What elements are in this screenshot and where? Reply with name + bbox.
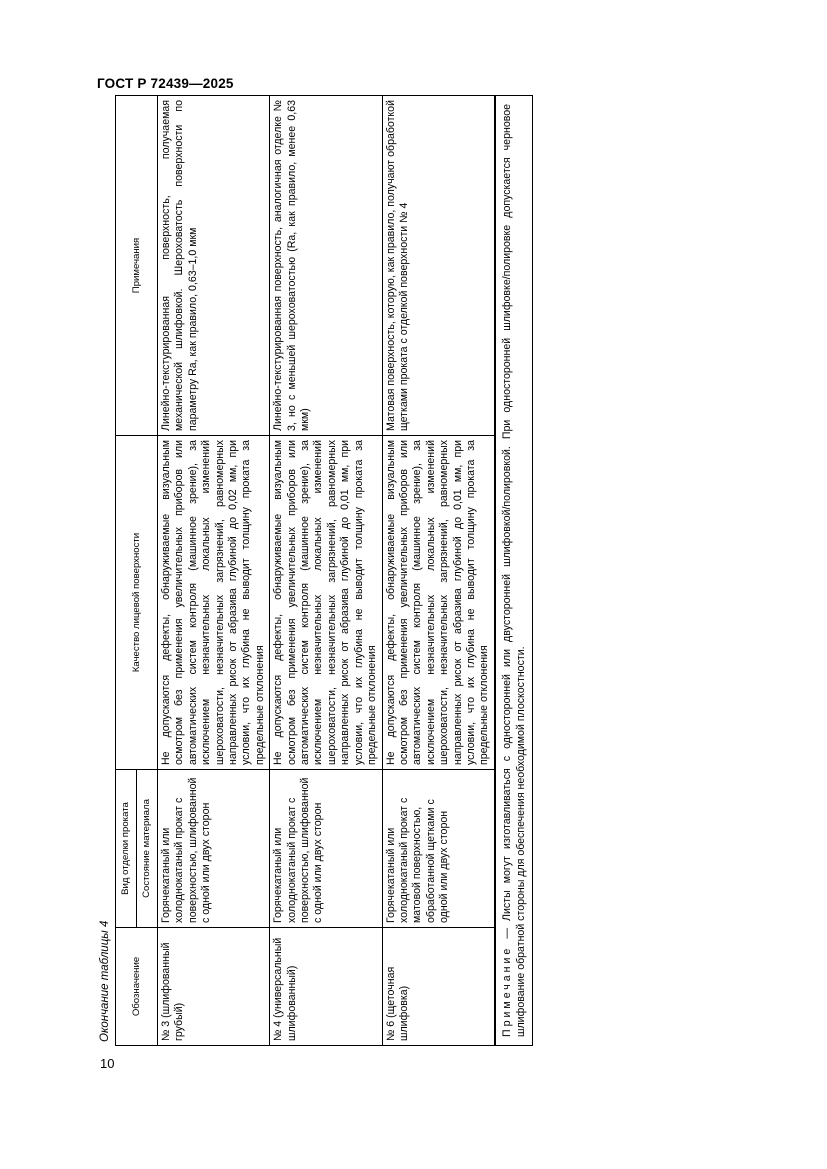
table-caption: Окончание таблицы 4 bbox=[99, 920, 111, 1042]
page-number: 10 bbox=[100, 1056, 115, 1071]
note-label: Примечание bbox=[500, 945, 513, 1037]
cell-material-state: Горячекатаный или холоднокатаный прокат с поверхностью, шлифованной с одной или двух сторон bbox=[270, 770, 382, 928]
table-row bbox=[158, 96, 270, 1046]
header-designation: Обозначение bbox=[116, 928, 158, 1046]
cell-material-state: Горячекатаный или холоднокатаный прокат с матовой поверхностью, обработанной щетками с одной или двух сторон bbox=[382, 770, 495, 928]
header-finish-group: Вид отделки проката bbox=[116, 770, 137, 928]
header-material-state: Состояние материала bbox=[137, 770, 158, 928]
cell-notes: Линейно-текстурированная поверхность, получаемая механической шлифовкой. Шероховатость поверхности по параметру Ra, как правило, 0,63–1,0 мкм bbox=[158, 96, 270, 436]
document-header: ГОСТ Р 72439—2025 bbox=[97, 76, 234, 91]
table-4-continuation bbox=[115, 95, 533, 1046]
cell-material-state: Горячекатаный или холоднокатаный прокат с поверхностью, шлифованной с одной или двух сторон bbox=[158, 770, 270, 928]
cell-designation: № 4 (универсальный шлифованный) bbox=[270, 928, 382, 1046]
header-surface-quality: Качество лицевой поверхности bbox=[116, 436, 158, 770]
cell-designation: № 3 (шлифованный грубый) bbox=[158, 928, 270, 1046]
table-header-row bbox=[116, 96, 137, 1046]
header-notes: Примечания bbox=[116, 96, 158, 436]
cell-notes: Линейно-текстурированная поверхность, аналогичная отделке № 3, но с меньшей шероховатостью (Ra, как правило, менее 0,63 мкм) bbox=[270, 96, 382, 436]
table-row bbox=[382, 96, 495, 1046]
table-row bbox=[270, 96, 382, 1046]
cell-surface-quality: Не допускаются дефекты, обнаруживаемые визуальным осмотром без применения увеличительных приборов или автоматических систем контроля (машинное зрение), за исключением незначительных локальных изменений шероховатости, незначительных загрязнений, равномерных направленных рисок от абразива глубиной до 0,02 мм, при условии, что их глубина не выводит толщину проката за предельные отклонения bbox=[158, 436, 270, 770]
cell-notes: Матовая поверхность, которую, как правило, получают обработкой щетками проката с отделкой поверхности № 4 bbox=[382, 96, 495, 436]
cell-surface-quality: Не допускаются дефекты, обнаруживаемые визуальным осмотром без применения увеличительных приборов или автоматических систем контроля (машинное зрение), за исключением незначительных локальных изменений шероховатости, незначительных загрязнений, равномерных направленных рисок от абразива глубиной до 0,01 мм, при условии, что их глубина не выводит толщину проката за предельные отклонения bbox=[270, 436, 382, 770]
cell-surface-quality: Не допускаются дефекты, обнаруживаемые визуальным осмотром без применения увеличительных приборов или автоматических систем контроля (машинное зрение), за исключением незначительных локальных изменений шероховатости, незначительных загрязнений, равномерных направленных рисок от абразива глубиной до 0,01 мм, при условии, что их глубина не выводит толщину проката за предельные отклонения bbox=[382, 436, 495, 770]
table-note-row bbox=[495, 96, 533, 1046]
table-note bbox=[495, 96, 533, 1046]
rotated-table-block bbox=[97, 96, 537, 1046]
note-text: Листы могут изготавливаться с односторонней или двусторонней шлифовкой/полировкой. При односторонней шлифовке/полировке допускается черновое шлифование обратной стороны для обеспечения необходимой плоскостности. bbox=[500, 104, 527, 1037]
note-dash: — bbox=[500, 920, 513, 946]
cell-designation: № 6 (щеточная шлифовка) bbox=[382, 928, 495, 1046]
